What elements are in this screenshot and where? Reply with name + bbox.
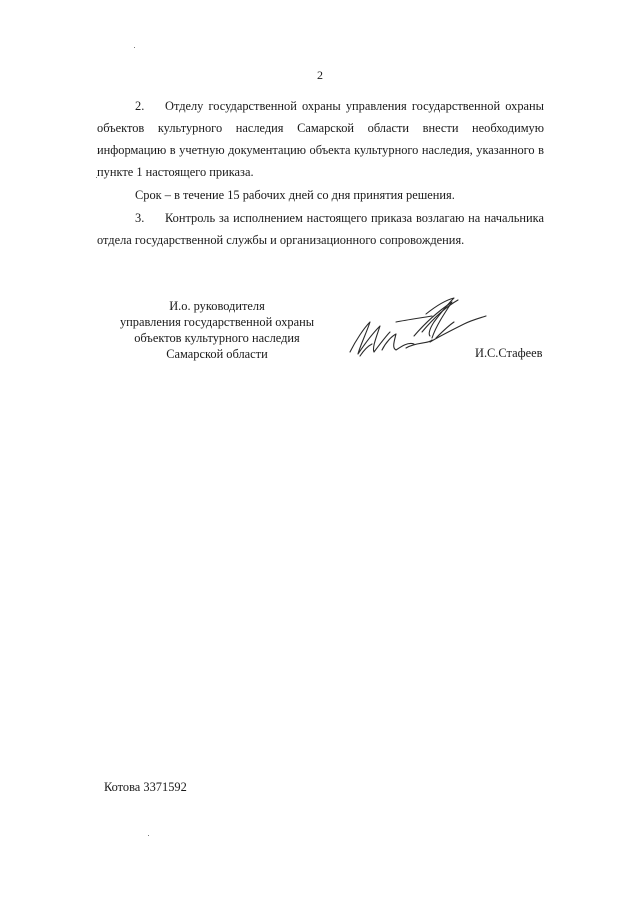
handwritten-signature: [336, 292, 488, 372]
signer-name: И.С.Стафеев: [475, 346, 543, 360]
paragraph-text: Контроль за исполнением настоящего приказа возлагаю на начальника отдела государственной службы и организационного сопровождения.: [97, 211, 544, 247]
paragraph-text: Срок – в течение 15 рабочих дней со дня принятия решения.: [135, 188, 455, 202]
paragraph-3: [97, 207, 544, 251]
paragraph-number: 3.: [135, 211, 145, 225]
position-line: объектов культурного наследия: [134, 331, 300, 345]
scan-speck: [148, 835, 149, 836]
executor-contact: Котова 3371592: [104, 780, 187, 794]
position-line: управления государственной охраны: [119, 315, 315, 329]
position-line: И.о. руководителя: [169, 299, 265, 313]
paragraph-text: Отделу государственной охраны управления государственной охраны объектов культурного наследия Самарской области внести необходимую информацию в учетную документацию объекта культурного наследия, указанного в пункте 1 настоящего приказа.: [97, 99, 544, 179]
scan-speck: [96, 177, 97, 178]
deadline-paragraph: [97, 184, 544, 206]
page-number: 2: [317, 68, 323, 82]
paragraph-2: [97, 95, 544, 183]
signatory-position: [92, 298, 342, 362]
paragraph-number: 2.: [135, 99, 145, 113]
scan-speck: [134, 47, 135, 48]
position-line: Самарской области: [166, 347, 268, 361]
